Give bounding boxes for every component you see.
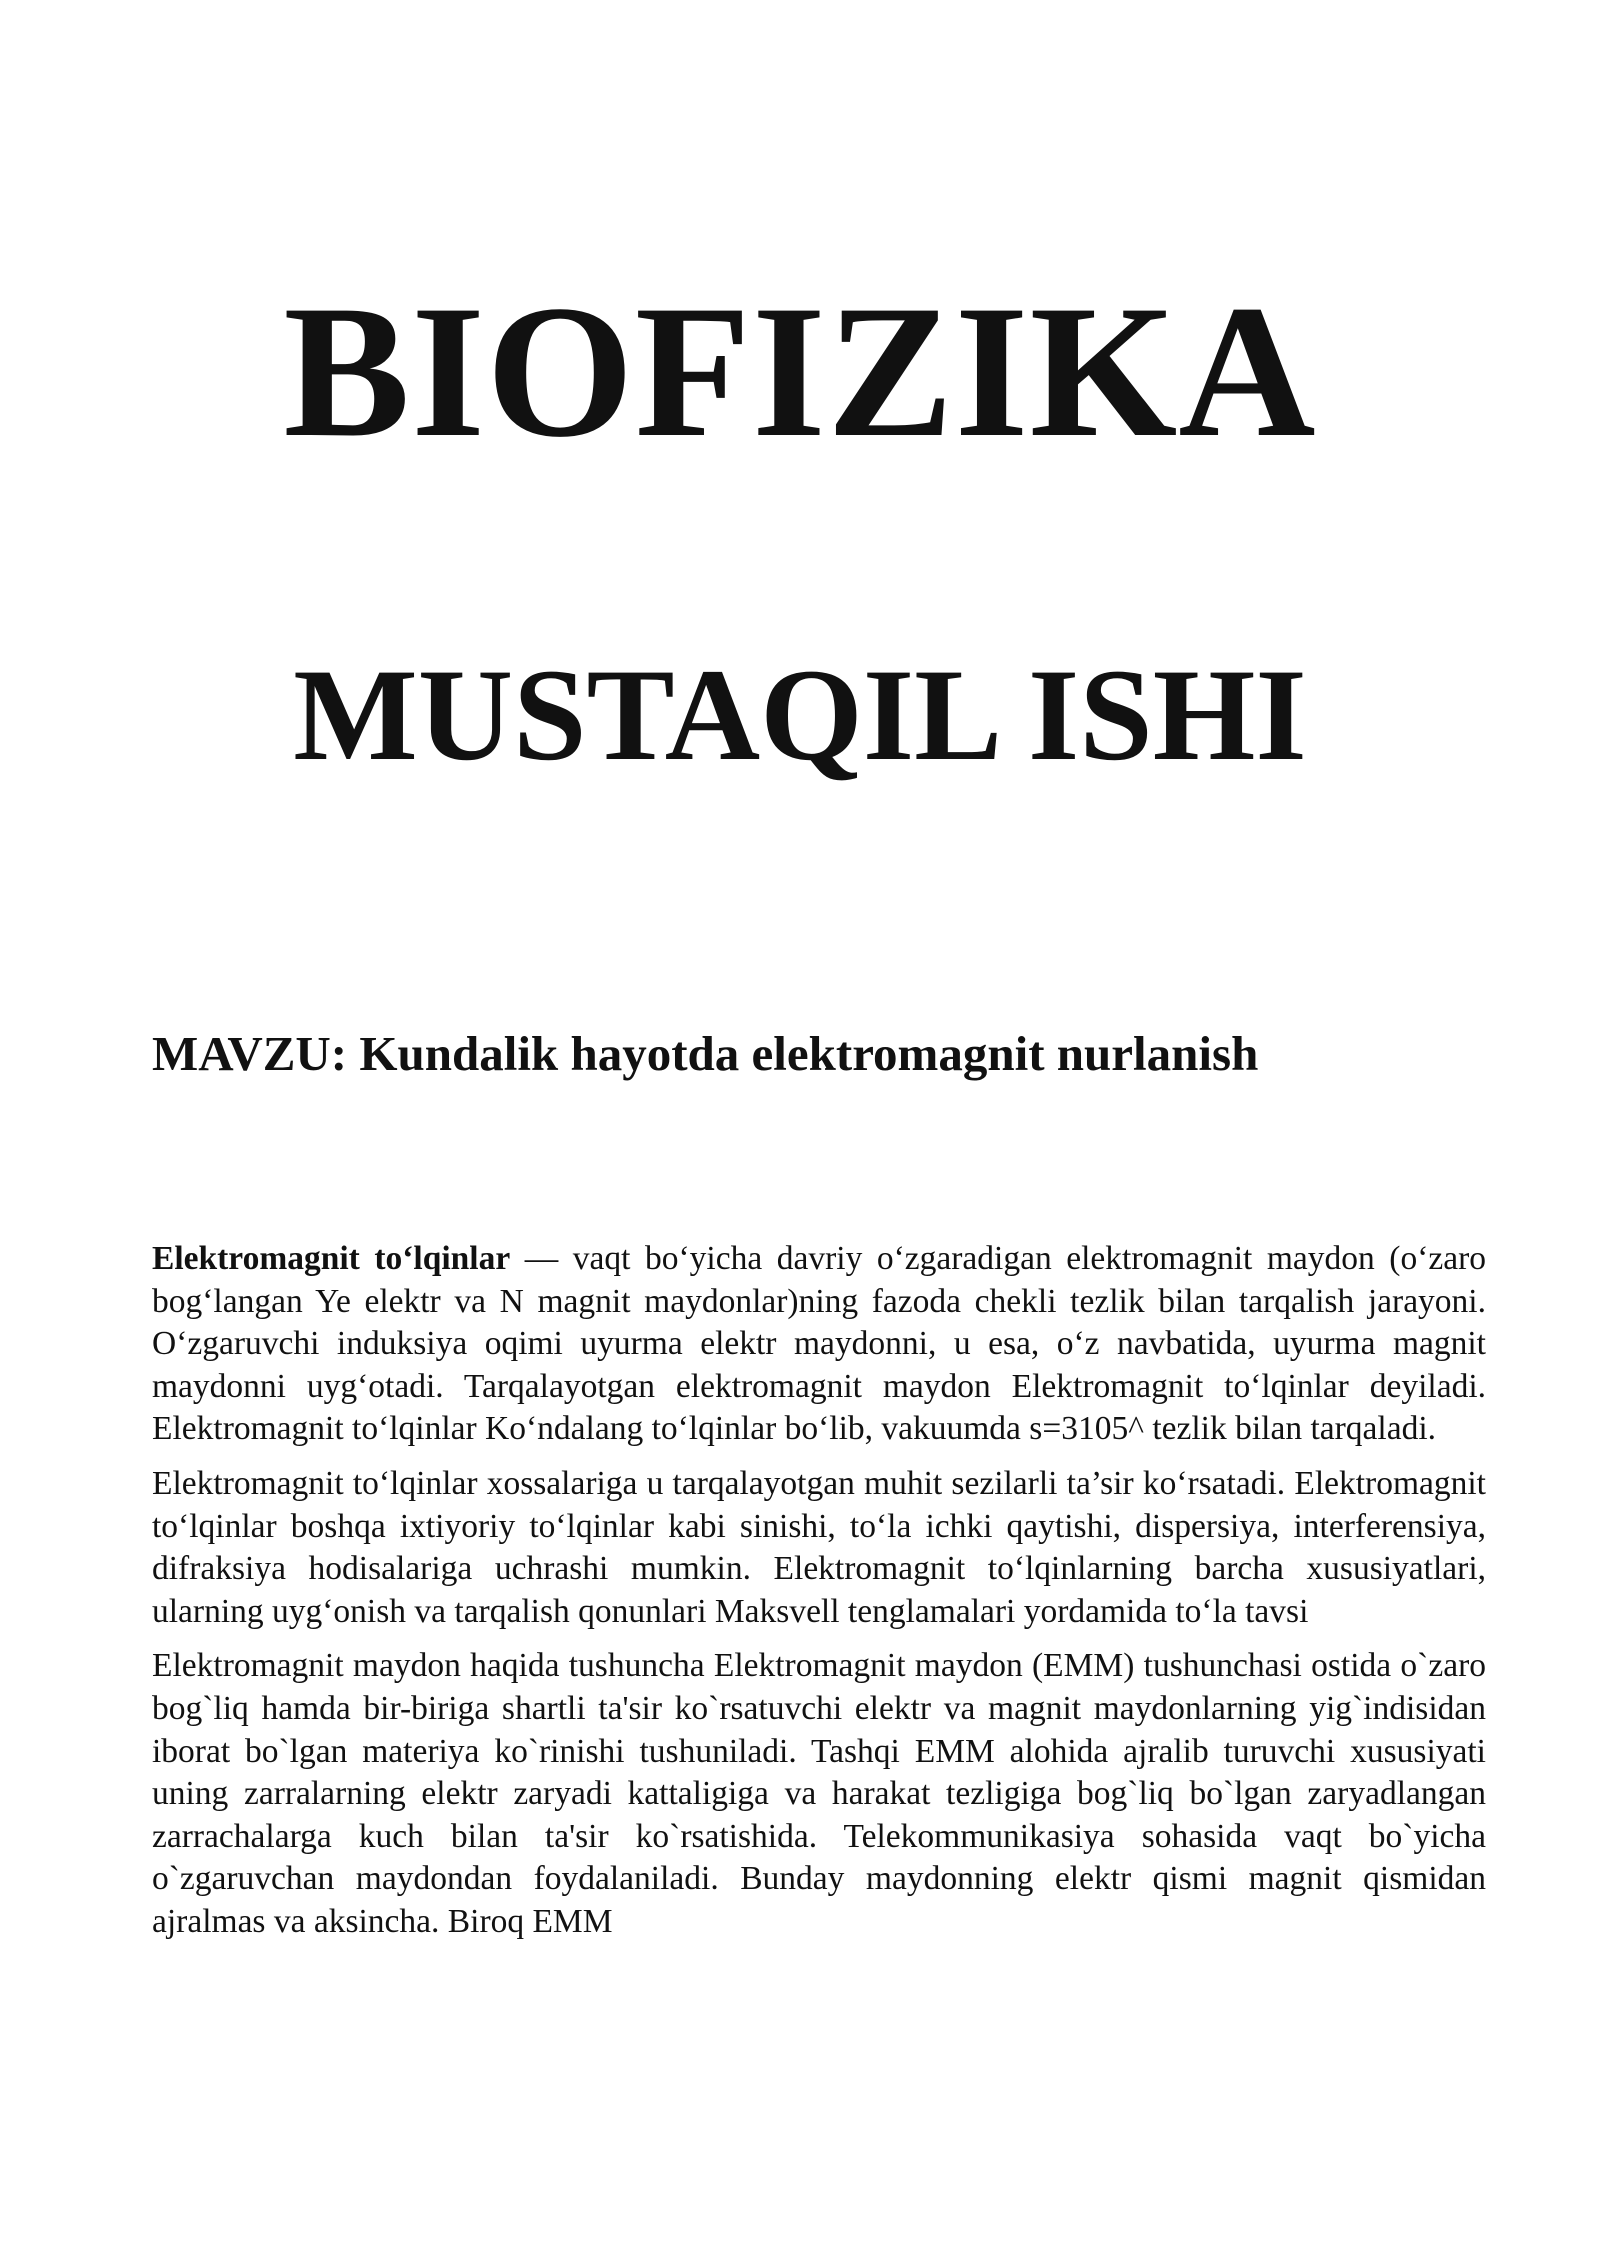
paragraph-2: Elektromagnit to‘lqinlar xossalariga u tarqalayotgan muhit sezilarli ta’sir ko‘rsatadi. Elektromagnit to‘lqinlar boshqa ixtiyoriy to‘lqinlar kabi sinishi, to‘la ichki qaytishi, dispersiya, interferensiya, difraksiya hodisalariga uchrashi mumkin. Elektromagnit to‘lqinlarning barcha xususiyatlari, ularning uyg‘onish va tarqalish qonunlari Maksvell tenglamalari yordamida to‘la tavsi <box>152 1464 1486 1630</box>
body-text <box>152 1238 1486 1956</box>
topic-heading: MAVZU: Kundalik hayotda elektromagnit nurlanish <box>152 1026 1259 1081</box>
paragraph-1 <box>152 1238 1486 1451</box>
paragraph-3: Elektromagnit maydon haqida tushuncha Elektromagnit maydon (EMM) tushunchasi ostida o`zaro bog`liq hamda bir-biriga shartli ta'sir ko`rsatuvchi elektr va magnit maydonlarning yig`indisidan iborat bo`lgan materiya ko`rinishi tushuniladi. Tashqi EMM alohida ajralib turuvchi xususiyati uning zarralarning elektr zaryadi kattaligiga va harakat tezligiga bog`liq bo`lgan zaryadlangan zarrachalarga kuch bilan ta'sir ko`rsatishida. Telekommunikasiya sohasida vaqt bo`yicha o`zgaruvchan maydondan foydalaniladi. Bunday maydonning elektr qismi magnit qismidan ajralmas va aksincha. Biroq EMM <box>152 1647 1486 1940</box>
term-bold: Elektromagnit to‘lqinlar <box>152 1240 511 1277</box>
document-subtitle: MUSTAQIL ISHI <box>293 641 1307 788</box>
paragraph-1-text: — vaqt bo‘yicha davriy o‘zgaradigan elektromagnit maydon (o‘zaro bog‘langan Ye elektr va N magnit maydonlar)ning fazoda chekli tezlik bilan tarqalish jarayoni. O‘zgaruvchi induksiya oqimi uyurma elektr maydonni, u esa, o‘z navbatida, uyurma magnit maydonni uyg‘otadi. Tarqalayotgan elektromagnit maydon Elektromagnit to‘lqinlar deyiladi. Elektromagnit to‘lqinlar Ko‘ndalang to‘lqinlar bo‘lib, vakuumda s=3105^ tezlik bilan tarqaladi. <box>152 1240 1487 1448</box>
document-title: BIOFIZIKA <box>283 267 1317 477</box>
